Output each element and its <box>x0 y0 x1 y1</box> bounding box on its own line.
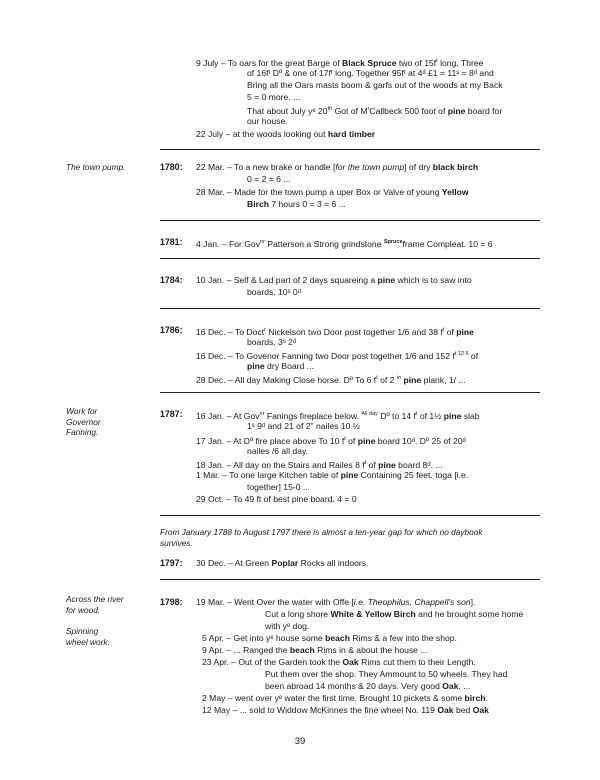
margin-note-line: Governor <box>66 416 101 427</box>
page-number: 39 <box>294 736 306 747</box>
margin-note <box>66 406 101 438</box>
text-line: 5 Apr. – Get into yᵉ house some beach Rims & a few into the shop. <box>202 633 457 643</box>
entry-year: 1784: <box>160 275 183 285</box>
text-line: 18 Jan. – All day on the Stairs and Railes 8 $f^t$ of pine board 8ᵈ. ... <box>196 459 443 470</box>
margin-note-line: Spinning <box>66 626 99 636</box>
margin-note <box>66 626 110 647</box>
text-line: 22 July – at the woods looking out hard timber <box>196 129 376 139</box>
divider <box>160 392 540 393</box>
gap-note-line: survives. <box>160 537 193 548</box>
text-line: boards. 10ˢ 0ᵈ <box>247 287 301 297</box>
divider <box>160 258 540 259</box>
text-line: Put them over the shop. They Ammount to 50 wheels. They had <box>265 669 508 679</box>
margin-note-line: for wood. <box>66 604 101 615</box>
text-line: our house. <box>247 116 288 126</box>
text-line: 2 May – went over yᵉ water the first time. Brought 10 pickets & some birch. <box>202 693 488 703</box>
text-line: 9 July – To oars for the great Barge of Black Spruce two of $15f^t$ long, Three <box>196 57 484 68</box>
text-line: 1ˢ 9ᵈ and 21 of 2" nailes 10 ½ <box>247 421 360 431</box>
margin-note: The town pump. <box>66 162 126 172</box>
entry-year: 1798: <box>160 597 183 607</box>
text-line: 16 Dec. – To Doct$^r$ Nickelson two Door post together 1/6 and 38 $f^t$ of pine <box>196 326 474 337</box>
text-line: boards. 3ˢ 2ᵈ <box>247 337 297 347</box>
gap-note-line: From January 1788 to August 1797 there is almost a ten-year gap for which no daybook <box>160 527 483 537</box>
text-line: That about July yᵉ 20th Got of $M^rCallbeck$ 500 foot of pine board for <box>247 105 503 116</box>
text-line: 16 Dec. – To Govenor Fanning two Door post together 1/6 and 152 $f^{t 12 6}$ of <box>196 350 479 361</box>
text-line: 28 Mar. – Made for the town pump a uper Box or Valve of young Yellow <box>196 187 469 197</box>
text-line: nailes /6 all day. <box>247 446 308 456</box>
divider <box>160 515 540 516</box>
gap-note <box>160 527 483 548</box>
text-line: 30 Dec. – At Green Poplar Rocks all indoors. <box>196 558 369 568</box>
entry-year: 1787: <box>160 409 183 419</box>
margin-note-line: Fanning. <box>66 427 99 437</box>
entry-year: 1797: <box>160 558 183 568</box>
margin-note-line: Across the river <box>66 594 124 604</box>
text-line: pine dry Board ... <box>247 361 314 371</box>
text-line: been abroad 14 months & 20 days. Very good Oak. ... <box>265 681 471 691</box>
text-line: 0 = 2 = 6 ... <box>247 174 291 184</box>
text-line: 4 Jan. – For Gov$^{nr}$ Patterson a Strong grindstone $^{Spruce}$frame Compleat. 10 = 6 <box>196 238 493 249</box>
margin-note-line: Work for <box>66 406 98 416</box>
text-line: 22 Mar. – To a new brake or handle [for the town pump] of dry black birch <box>196 162 479 172</box>
text-line: Birch 7 hours 0 = 3 = 6 ... <box>247 199 346 209</box>
text-line: 23 Apr. – Out of the Garden took the Oak Rims cut them to their Length. <box>202 657 476 667</box>
text-line: 9 Apr. – ... Ranged the beach Rims in & about the house ... <box>202 645 428 655</box>
entry-year: 1780: <box>160 162 183 172</box>
text-line: with yᵉ dog. <box>265 621 310 631</box>
divider <box>160 220 540 221</box>
text-line: 19 Mar. – Went Over the water with Offe [i.e. Theophilus, Chappell's son]. <box>196 597 476 607</box>
entry-year: 1781: <box>160 237 183 247</box>
text-line: 1 Mar. – To one large Kitchen table of pine Containing 25 feet. toga [i.e. <box>196 470 469 480</box>
text-line: 28 Dec. – All day Making Close horse. Dº To 6 $f^t$ of 2 $^{in}$ pine plank, 1/ ... <box>196 374 466 385</box>
text-line: Bring all the Oars masts boom & garfs out of the woods at my Back <box>247 80 503 90</box>
text-line: 29 Oct. – To 49 ft of best pine board. 4 = 0 <box>196 494 357 504</box>
text-line: 17 Jan. – At Dº fire place above To 10 $f^t$ of pine board 10ᵈ. Dº 25 of 20ᵈ <box>196 435 466 446</box>
text-line: together] 15-0 ... <box>247 482 311 492</box>
margin-note-line: wheel work. <box>66 636 110 647</box>
text-line: 16 Jan. – At Gov$^{nr}$ Fanings fireplace below. $^{All day}$ Dº to 14 $f^t$ of 1½ pine slab <box>196 410 480 421</box>
divider <box>160 579 540 580</box>
text-line: 12 May – ... sold to Widdow McKinnes the fine wheel No. 119 Oak bed Oak <box>202 705 489 715</box>
text-line: Cut a long shore White & Yellow Birch and he brought some home <box>265 609 524 619</box>
text-line: 5 = 0 more. ... <box>247 92 301 102</box>
text-line: of 16fᵗ Dº & one of 17fᵗ long. Together 95fᵗ at 4ᵈ £1 = 11ˢ = 8ᵈ and <box>247 68 494 78</box>
divider <box>160 149 540 150</box>
divider <box>160 308 540 309</box>
text-line: 10 Jan. – Self & Lad part of 2 days squareing a pine which is to saw into <box>196 275 472 285</box>
margin-note <box>66 594 124 615</box>
entry-year: 1786: <box>160 325 183 335</box>
